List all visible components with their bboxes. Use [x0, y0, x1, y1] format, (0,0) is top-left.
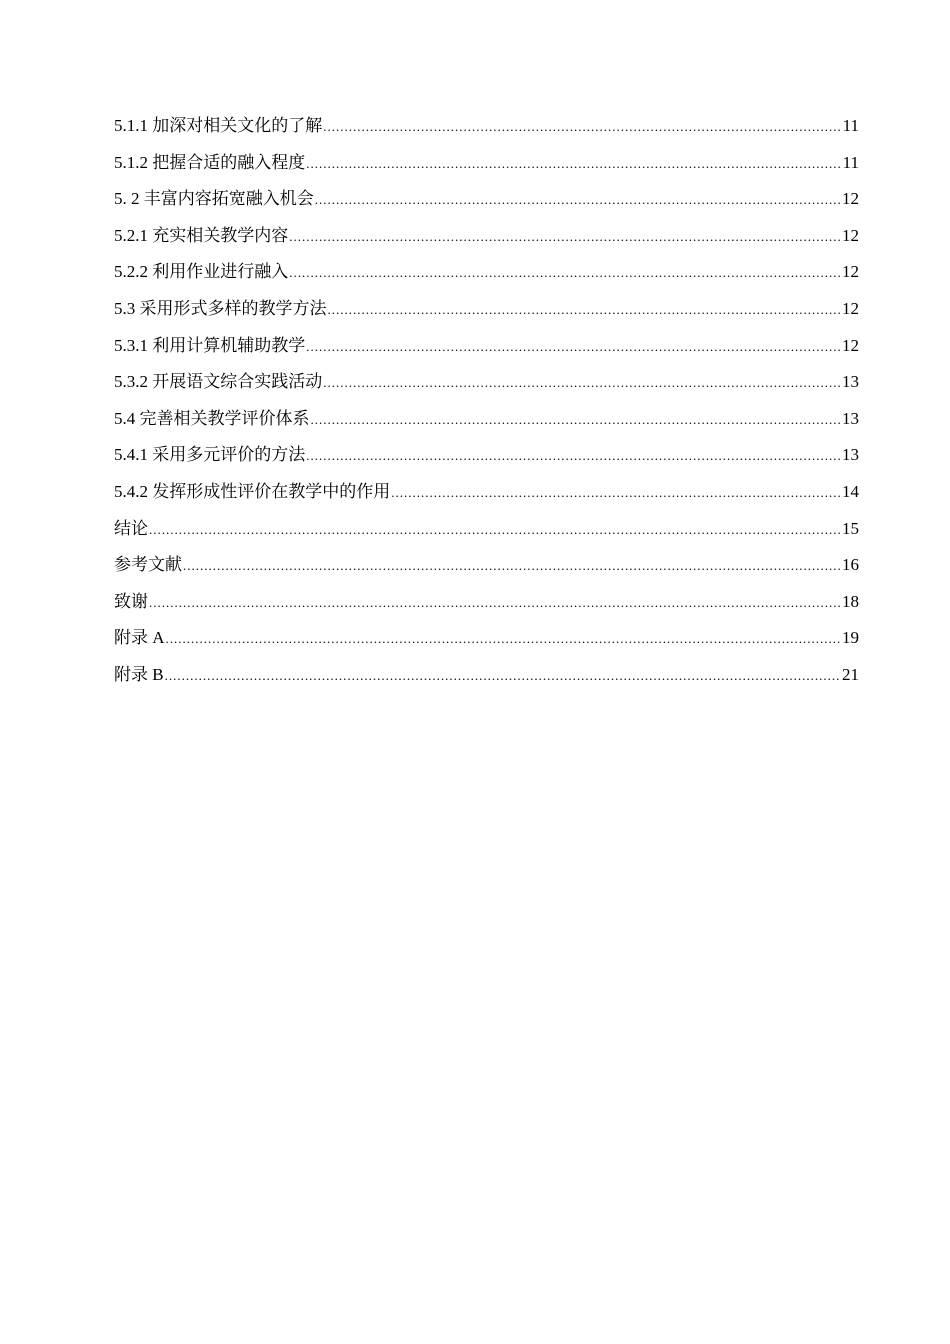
toc-entry-title: 5.1.2 把握合适的融入程度 — [114, 152, 306, 172]
toc-entry-title: 5.3.2 开展语文综合实践活动 — [114, 372, 323, 392]
toc-entry-page: 19 — [842, 628, 859, 648]
toc-entry-page: 13 — [842, 372, 859, 392]
toc-entry-title: 5. 2 丰富内容拓宽融入机会 — [114, 189, 314, 209]
toc-entry[interactable] — [114, 657, 859, 694]
toc-entry-page: 13 — [842, 445, 859, 465]
toc-entry-title: 结论 — [114, 518, 148, 538]
toc-dot-leader — [289, 255, 841, 292]
toc-entry-page: 14 — [842, 481, 859, 501]
toc-dot-leader — [391, 475, 841, 512]
toc-dot-leader — [183, 548, 841, 585]
toc-entry[interactable] — [114, 181, 859, 218]
toc-entry[interactable] — [114, 511, 859, 548]
toc-entry-title: 参考文献 — [114, 555, 182, 575]
toc-entry[interactable] — [114, 474, 859, 511]
toc-dot-leader — [306, 438, 841, 475]
toc-entry-title: 5.3.1 利用计算机辅助教学 — [114, 335, 306, 355]
toc-dot-leader — [311, 402, 842, 439]
toc-entry-title: 附录 A — [114, 628, 165, 648]
toc-entry-page: 15 — [842, 518, 859, 538]
toc-entry[interactable] — [114, 328, 859, 365]
toc-entry-title: 5.1.1 加深对相关文化的了解 — [114, 116, 323, 135]
toc-entry-page: 11 — [842, 116, 859, 135]
toc-entry-title: 致谢 — [114, 591, 148, 611]
toc-entry[interactable] — [114, 437, 859, 474]
toc-entry[interactable] — [114, 547, 859, 584]
toc-dot-leader — [306, 146, 841, 183]
toc-entry-title: 5.4.1 采用多元评价的方法 — [114, 445, 306, 465]
toc-dot-leader — [149, 512, 841, 549]
toc-dot-leader — [165, 658, 841, 695]
toc-dot-leader — [328, 292, 842, 329]
toc-entry-page: 12 — [842, 335, 859, 355]
toc-entry-page: 12 — [842, 225, 859, 245]
toc-entry[interactable] — [114, 291, 859, 328]
toc-entry[interactable] — [114, 401, 859, 438]
toc-entry-page: 12 — [842, 262, 859, 282]
toc-dot-leader — [149, 585, 841, 622]
toc-entry[interactable] — [114, 584, 859, 621]
toc-entry-title: 5.3 采用形式多样的教学方法 — [114, 298, 327, 318]
toc-dot-leader — [166, 621, 841, 658]
toc-entry-page: 21 — [842, 664, 859, 684]
toc-entry-title: 5.2.1 充实相关教学内容 — [114, 225, 289, 245]
toc-entry-title: 5.4 完善相关教学评价体系 — [114, 408, 310, 428]
toc-entry-title: 5.4.2 发挥形成性评价在教学中的作用 — [114, 481, 391, 501]
toc-entry[interactable] — [114, 218, 859, 255]
toc-entry[interactable] — [114, 620, 859, 657]
toc-entry[interactable] — [114, 364, 859, 401]
toc-entry-page: 18 — [842, 591, 859, 611]
toc-entry-page: 13 — [842, 408, 859, 428]
toc-entry-page: 12 — [842, 189, 859, 209]
table-of-contents — [114, 108, 859, 694]
toc-entry-title: 5.2.2 利用作业进行融入 — [114, 262, 289, 282]
toc-entry-page: 12 — [842, 298, 859, 318]
toc-entry[interactable] — [114, 108, 859, 145]
toc-dot-leader — [315, 182, 841, 219]
toc-entry[interactable] — [114, 254, 859, 291]
toc-entry-title: 附录 B — [114, 664, 164, 684]
toc-entry[interactable] — [114, 145, 859, 182]
toc-entry-page: 11 — [842, 152, 859, 172]
toc-dot-leader — [323, 365, 841, 402]
toc-dot-leader — [289, 219, 841, 256]
toc-dot-leader — [306, 329, 841, 366]
toc-entry-page: 16 — [842, 555, 859, 575]
toc-dot-leader — [323, 109, 841, 146]
